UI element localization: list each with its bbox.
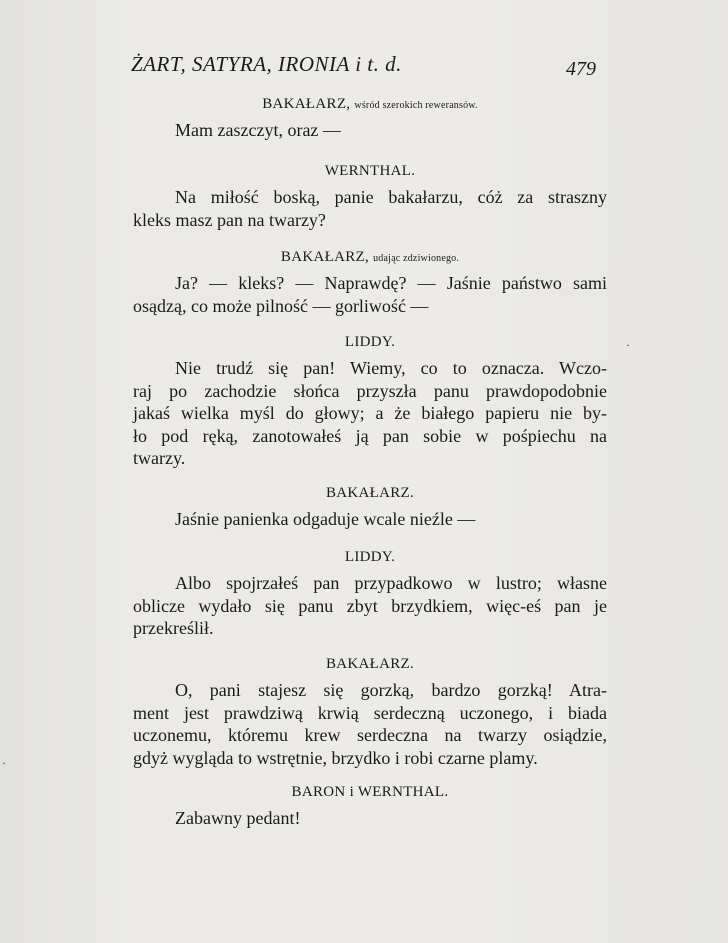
dialogue-entry	[133, 96, 607, 142]
dialogue-entry	[133, 485, 607, 531]
ink-speck: ·	[626, 338, 630, 352]
speech-text	[133, 186, 607, 231]
speech-text	[133, 357, 607, 470]
speech-line: O, pani stajesz się gorzką, bardzo gorzką! Atra-	[175, 680, 607, 700]
speaker-name: WERNTHAL.	[324, 163, 416, 179]
speech-text	[133, 119, 607, 142]
speaker-name: BAKAŁARZ,	[262, 96, 351, 112]
speech-line: Jaśnie panienka odgaduje wcale nieźle —	[175, 509, 476, 529]
speech-line: Zabawny pedant!	[175, 808, 301, 828]
dialogue-entry	[133, 334, 607, 470]
page-number: 479	[566, 58, 596, 80]
dialogue-entry	[133, 784, 607, 830]
running-header-title: ŻART, SATYRA, IRONIA i t. d.	[131, 52, 402, 76]
stage-direction: udając zdziwionego.	[373, 253, 460, 264]
speech-line: ment jest prawdziwą krwią serdeczną uczonego, i biada	[133, 702, 607, 723]
speaker-name: LIDDY.	[344, 549, 396, 565]
speech-line: Albo spojrzałeś pan przypadkowo w lustro; własne	[175, 573, 607, 593]
speaker-heading	[133, 485, 607, 502]
speech-line: osądzą, co może pilność — gorliwość —	[133, 295, 429, 316]
speaker-name: BAKAŁARZ.	[325, 656, 415, 672]
speaker-heading	[133, 96, 607, 113]
speaker-heading	[133, 334, 607, 351]
speech-line: Ja? — kleks? — Naprawdę? — Jaśnie państwo sami	[175, 273, 607, 293]
speech-line: raj po zachodzie słońca przyszła panu prawdopodobnie	[133, 380, 607, 401]
stage-direction: wśród szerokich reweransów.	[354, 100, 478, 111]
speech-line: Nie trudź się pan! Wiemy, co to oznacza. Wczo-	[175, 358, 607, 378]
speech-line: gdyż wygląda to wstrętnie, brzydko i robi czarne plamy.	[133, 747, 538, 768]
speaker-heading	[133, 656, 607, 673]
speaker-name: BAKAŁARZ,	[280, 249, 370, 265]
speech-line: Na miłość boską, panie bakałarzu, cóż za straszny	[175, 187, 607, 207]
speaker-heading	[133, 549, 607, 566]
speaker-heading	[133, 784, 607, 801]
dialogue-entry	[133, 249, 607, 317]
speech-text	[133, 679, 607, 769]
dialogue-entry	[133, 549, 607, 640]
speech-text	[133, 572, 607, 640]
dialogue-entry	[133, 163, 607, 231]
speaker-name: BARON i WERNTHAL.	[291, 784, 449, 800]
speech-text	[133, 508, 607, 531]
speech-text	[133, 807, 607, 830]
speaker-name: LIDDY.	[344, 334, 396, 350]
dialogue-entry	[133, 656, 607, 769]
speech-line: ło pod ręką, zanotowałeś ją pan sobie w pośpiechu na	[133, 425, 607, 446]
ink-speck: ·	[2, 756, 6, 770]
speech-line: oblicze wydało się panu zbyt brzydkiem, więc-eś pan je	[133, 595, 607, 616]
speech-line: Mam zaszczyt, oraz —	[175, 120, 341, 140]
speech-line: uczonemu, któremu krew serdeczna na twarzy osiądzie,	[133, 725, 607, 745]
speaker-heading	[133, 163, 607, 180]
speech-line: twarzy.	[133, 448, 186, 468]
speaker-name: BAKAŁARZ.	[325, 485, 415, 501]
speech-line: kleks masz pan na twarzy?	[133, 209, 326, 230]
speech-line: przekreślił.	[133, 618, 214, 638]
speech-text	[133, 272, 607, 317]
speaker-heading	[133, 249, 607, 266]
speech-line: jakaś wielka myśl do głowy; a że białego papieru nie by-	[133, 403, 607, 423]
